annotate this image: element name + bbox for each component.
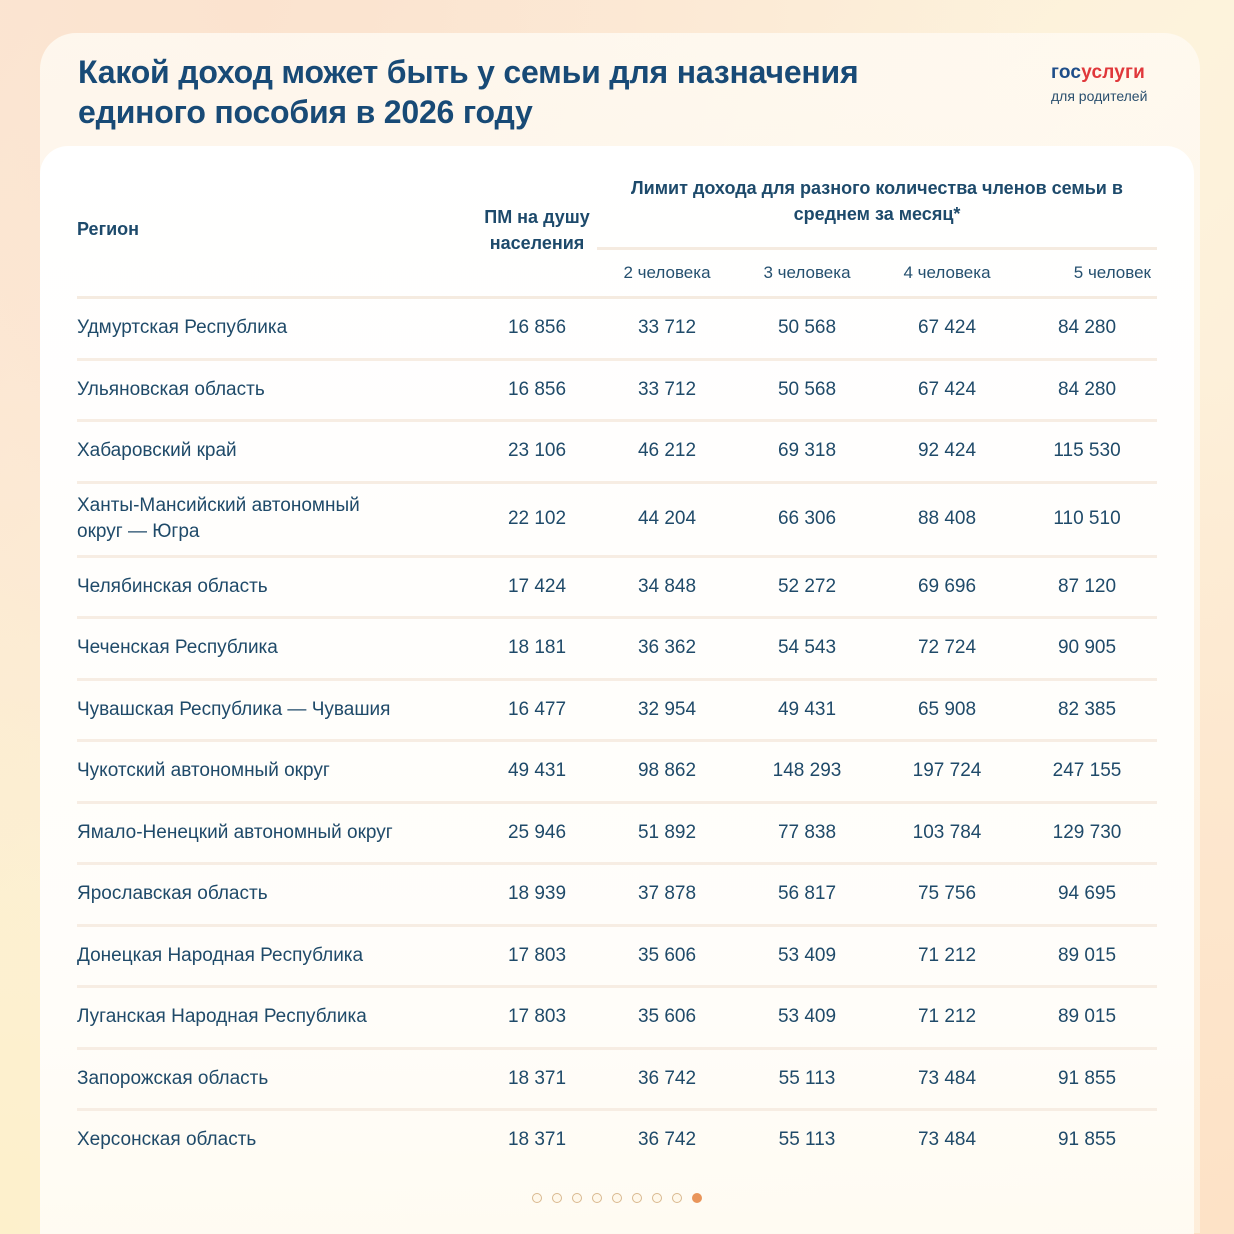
cell-3-persons: 50 568 (737, 298, 877, 360)
cell-pm: 16 856 (477, 298, 597, 360)
table-row (77, 802, 1157, 864)
cell-region: Челябинская область (77, 556, 477, 618)
cell-region: Чеченская Республика (77, 618, 477, 680)
pager-dot[interactable] (572, 1193, 582, 1203)
table-body (77, 298, 1157, 1170)
header-5-persons: 5 человек (1017, 249, 1157, 298)
cell-region: Херсонская область (77, 1129, 257, 1151)
cell-4-persons: 71 212 (877, 925, 1017, 987)
cell-2-persons: 46 212 (597, 421, 737, 483)
cell-2-persons: 33 712 (597, 298, 737, 360)
cell-5-persons: 89 015 (1017, 987, 1157, 1049)
cell-region: Луганская Народная Республика (77, 987, 477, 1049)
cell-2-persons: 36 362 (597, 618, 737, 680)
cell-3-persons: 50 568 (737, 359, 877, 421)
pager-dot[interactable] (552, 1193, 562, 1203)
cell-5-persons: 90 905 (1017, 618, 1157, 680)
cell-region: Чувашская Республика — Чувашия (77, 679, 477, 741)
pager-dot[interactable] (532, 1193, 542, 1203)
cell-4-persons: 67 424 (877, 298, 1017, 360)
cell-2-persons: 34 848 (597, 556, 737, 618)
cell-pm: 18 939 (477, 864, 597, 926)
cell-2-persons: 44 204 (597, 482, 737, 556)
cell-region: Ульяновская область (77, 359, 477, 421)
cell-3-persons: 55 113 (737, 1048, 877, 1110)
cell-2-persons: 37 878 (597, 864, 737, 926)
cell-2-persons: 33 712 (597, 359, 737, 421)
pager-dot[interactable] (672, 1193, 682, 1203)
cell-4-persons: 73 484 (917, 1129, 977, 1151)
table-row (77, 987, 1157, 1049)
cell-pm: 17 803 (477, 987, 597, 1049)
cell-5-persons: 91 855 (1057, 1129, 1117, 1151)
cell-pm: 16 856 (477, 359, 597, 421)
table-row (77, 1110, 1157, 1170)
table-row (77, 556, 1157, 618)
cell-pm: 23 106 (477, 421, 597, 483)
cell-region: Чукотский автономный округ (77, 741, 477, 803)
cell-pm: 18 181 (477, 618, 597, 680)
table-row (77, 925, 1157, 987)
cell-4-persons: 72 724 (877, 618, 1017, 680)
cell-5-persons: 91 855 (1017, 1048, 1157, 1110)
table-row (77, 421, 1157, 483)
cell-pm: 25 946 (477, 802, 597, 864)
header-3-persons: 3 человека (737, 249, 877, 298)
cell-pm: 49 431 (477, 741, 597, 803)
cell-5-persons: 82 385 (1017, 679, 1157, 741)
table-row (77, 679, 1157, 741)
cell-pm: 18 371 (507, 1129, 567, 1151)
gosuslugi-logo (1051, 62, 1147, 105)
cell-2-persons: 36 742 (637, 1129, 697, 1151)
cell-3-persons: 148 293 (737, 741, 877, 803)
cell-4-persons: 67 424 (877, 359, 1017, 421)
pager-dot[interactable] (652, 1193, 662, 1203)
cell-4-persons: 92 424 (877, 421, 1017, 483)
cell-3-persons: 66 306 (737, 482, 877, 556)
cell-4-persons: 197 724 (877, 741, 1017, 803)
pager-dot-active[interactable] (692, 1193, 702, 1203)
cell-region: Ханты-Мансийский автономный округ — Югра (77, 482, 477, 556)
cell-2-persons: 98 862 (597, 741, 737, 803)
cell-3-persons: 54 543 (737, 618, 877, 680)
logo-gos-text: гос (1051, 62, 1082, 83)
income-limit-table (77, 163, 1157, 1170)
cell-3-persons: 77 838 (737, 802, 877, 864)
cell-pm: 22 102 (477, 482, 597, 556)
cell-3-persons: 49 431 (737, 679, 877, 741)
cell-5-persons: 94 695 (1017, 864, 1157, 926)
pager-dot[interactable] (592, 1193, 602, 1203)
cell-region: Запорожская область (77, 1048, 477, 1110)
cell-2-persons: 35 606 (597, 925, 737, 987)
slide-pagination (532, 1193, 702, 1203)
pager-dot[interactable] (612, 1193, 622, 1203)
cell-3-persons: 53 409 (737, 987, 877, 1049)
cell-4-persons: 71 212 (877, 987, 1017, 1049)
cell-3-persons: 53 409 (737, 925, 877, 987)
cell-pm: 16 477 (477, 679, 597, 741)
cell-region: Донецкая Народная Республика (77, 925, 477, 987)
cell-region: Ямало-Ненецкий автономный округ (77, 802, 477, 864)
cell-region: Удмуртская Республика (77, 298, 477, 360)
cell-5-persons: 247 155 (1017, 741, 1157, 803)
cell-3-persons: 69 318 (737, 421, 877, 483)
cell-pm: 17 424 (477, 556, 597, 618)
header-2-persons: 2 человека (597, 249, 737, 298)
table-row (77, 1048, 1157, 1110)
logo-wordmark (1051, 62, 1147, 84)
cell-5-persons: 110 510 (1017, 482, 1157, 556)
cell-3-persons: 56 817 (737, 864, 877, 926)
cell-5-persons: 84 280 (1017, 359, 1157, 421)
header-pm: ПМ на душу населения (477, 163, 597, 298)
cell-4-persons: 65 908 (877, 679, 1017, 741)
cell-5-persons: 87 120 (1017, 556, 1157, 618)
cell-2-persons: 32 954 (597, 679, 737, 741)
header-income-limit: Лимит дохода для разного количества членов семьи в среднем за месяц* (597, 163, 1157, 249)
table-row (77, 864, 1157, 926)
cell-5-persons: 129 730 (1017, 802, 1157, 864)
page-title: Какой доход может быть у семьи для назначения единого пособия в 2026 году (78, 54, 859, 130)
logo-uslugi-text: услуги (1081, 62, 1146, 83)
cell-2-persons: 51 892 (597, 802, 737, 864)
table-header-row (77, 163, 1157, 249)
cell-pm: 18 371 (477, 1048, 597, 1110)
table-row (77, 298, 1157, 360)
cell-3-persons: 55 113 (778, 1129, 836, 1151)
cell-4-persons: 69 696 (877, 556, 1017, 618)
cell-4-persons: 75 756 (877, 864, 1017, 926)
table-row (77, 618, 1157, 680)
cell-region: Ярославская область (77, 864, 477, 926)
cell-2-persons: 35 606 (597, 987, 737, 1049)
table-row (77, 359, 1157, 421)
header-region: Регион (77, 163, 477, 298)
cell-5-persons: 84 280 (1017, 298, 1157, 360)
cell-4-persons: 103 784 (877, 802, 1017, 864)
cell-5-persons: 115 530 (1017, 421, 1157, 483)
header-4-persons: 4 человека (877, 249, 1017, 298)
table-row (77, 741, 1157, 803)
cell-4-persons: 73 484 (877, 1048, 1017, 1110)
table-row (77, 482, 1157, 556)
cell-pm: 17 803 (477, 925, 597, 987)
logo-subtitle: для родителей (1051, 88, 1148, 104)
cell-4-persons: 88 408 (877, 482, 1017, 556)
cell-region: Хабаровский край (77, 421, 477, 483)
pager-dot[interactable] (632, 1193, 642, 1203)
cell-2-persons: 36 742 (597, 1048, 737, 1110)
cell-5-persons: 89 015 (1017, 925, 1157, 987)
cell-3-persons: 52 272 (737, 556, 877, 618)
